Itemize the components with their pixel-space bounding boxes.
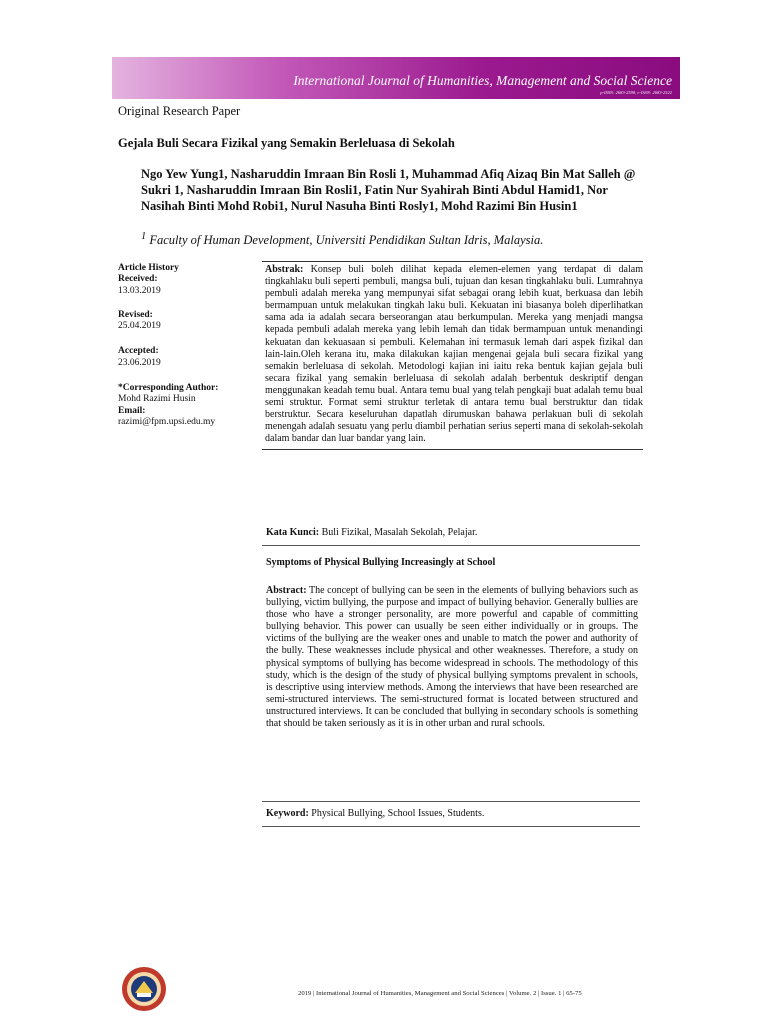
abstract-label: Abstract: — [266, 585, 307, 596]
abstrak-text: Konsep buli boleh dilihat kepada elemen-elemen yang terdapat di dalam tingkahlaku buli seperti pembuli, mangsa buli, tujuan dan kesan tingkahlaku buli. Lumrahnya pembuli adalah mereka yang mempunyai sifat sebagai orang lebih kuat, berkuasa dan lebih bermampuan untuk melakukan tingkah laku buli. Kekuatan ini biasanya boleh diperlihatkan sama ada ia adalah secara berseorangan atau berkumpulan. Mereka yang menjadi mangsa kepada pembuli adalah mereka yang lebih lemah dan tidak bermampuan untuk menandingi kekuatan dan kekuasaan si pembuli. Kelemahan ini termasuk lemah dari aspek fizikal dan lain-lain.Oleh kerana itu, maka dilakukan kajian mengenai gejala buli secara fizikal yang semakin berleluasa di sekolah. Metodologi kajian ini iaitu reka bentuk kajian gejala buli secara fizikal yang semakin berleluasa di sekolah adalah berbentuk deskriptif dengan menggunakan keadah temu bual. Antara temu bual yang telah pengkaji buat adalah temu bual semi struktur. Format semi struktur terletak di antara temu bual berstruktur dan tidak berstruktur. Secara keseluruhan dapatlah dirumuskan bahawa perlakuan buli di sekolah menengah adalah sesuatu yang perlu diambil perhatian serius seperti mana di sekolah-sekolah dalam bandar dan luar bandar yang lain. — [265, 264, 643, 445]
author-list: Ngo Yew Yung1, Nasharuddin Imraan Bin Rosli 1, Muhammad Afiq Aizaq Bin Mat Salleh @ Sukri 1, Nasharuddin Imraan Bin Rosli1, Fatin Nur Syahirah Binti Abdul Hamid1, Nor Nasihah Binti Mohd Robi1, Nurul Nasuha Binti Rosly1, Mohd Razimi Bin Husin1 — [141, 167, 636, 213]
accepted-label: Accepted: — [118, 346, 159, 357]
keyword-text: Physical Bullying, School Issues, Students. — [308, 808, 485, 819]
accepted-date: 23.06.2019 — [118, 357, 161, 368]
revised-date: 25.04.2019 — [118, 321, 161, 332]
affiliation-marker: 1 — [141, 231, 147, 242]
journal-title: International Journal of Humanities, Management and Social Science — [293, 73, 672, 88]
kata-kunci-text: Buli Fizikal, Masalah Sekolah, Pelajar. — [319, 527, 478, 538]
revised-label: Revised: — [118, 309, 153, 320]
paper-title: Gejala Buli Secara Fizikal yang Semakin Berleluasa di Sekolah — [118, 136, 455, 150]
kata-kunci-label: Kata Kunci: — [266, 527, 320, 538]
article-info-sidebar — [118, 263, 256, 442]
english-title: Symptoms of Physical Bullying Increasingly at School — [266, 557, 496, 568]
journal-banner — [112, 57, 680, 99]
journal-issn: p-ISSN: 2683-2598, e-ISSN: 2683-2522 — [600, 90, 672, 95]
abstract-section — [266, 585, 638, 730]
affiliation-text: Faculty of Human Development, Universiti Pendidikan Sultan Idris, Malaysia. — [146, 233, 544, 248]
paper-type: Original Research Paper — [118, 104, 241, 118]
email-address[interactable]: razimi@fpm.upsi.edu.my — [118, 416, 216, 427]
page-footer: 2019 | International Journal of Humanities, Management and Social Sciences | Volume. 2 | Issue. 1 | 65-75 — [298, 990, 582, 997]
divider — [262, 801, 640, 802]
university-logo — [121, 966, 167, 1012]
divider — [262, 545, 640, 546]
received-label: Received: — [118, 274, 158, 285]
corresponding-author-label: *Corresponding Author: — [118, 383, 219, 394]
abstrak-label: Abstrak: — [265, 264, 304, 275]
article-history-label: Article History — [118, 263, 179, 273]
affiliation — [141, 231, 543, 248]
email-label: Email: — [118, 405, 146, 416]
divider — [262, 826, 640, 827]
abstract-text: The concept of bullying can be seen in the elements of bullying behaviors such as bullying, victim bullying, the purpose and impact of bullying behavior. Generally bullies are those who have a stronger personality, are more powerful and capable of committing bullying behavior. This power can usually be seen either individually or in groups. The victims of the bullying are the weaker ones and unable to match the power and authority of the bully. These weaknesses include physical and other weaknesses. Therefore, a study on physical symptoms of bullying has become widespread in schools. The methodology of this study, which is the design of the study of physical bullying symptoms prevalent in schools, is descriptive using interview methods. Among the interviews that have been researched are semi-structured interviews. The semi-structured format is located between structured and unstructured interviews. It can be concluded that bullying in secondary schools is something that should be taken seriously as it is in other urban and rural schools. — [266, 585, 638, 730]
corresponding-author: Mohd Razimi Husin — [118, 394, 196, 405]
kata-kunci — [266, 527, 477, 538]
abstrak-section — [262, 261, 643, 450]
keyword-label: Keyword: — [266, 808, 309, 819]
received-date: 13.03.2019 — [118, 285, 161, 296]
keyword — [266, 808, 484, 819]
